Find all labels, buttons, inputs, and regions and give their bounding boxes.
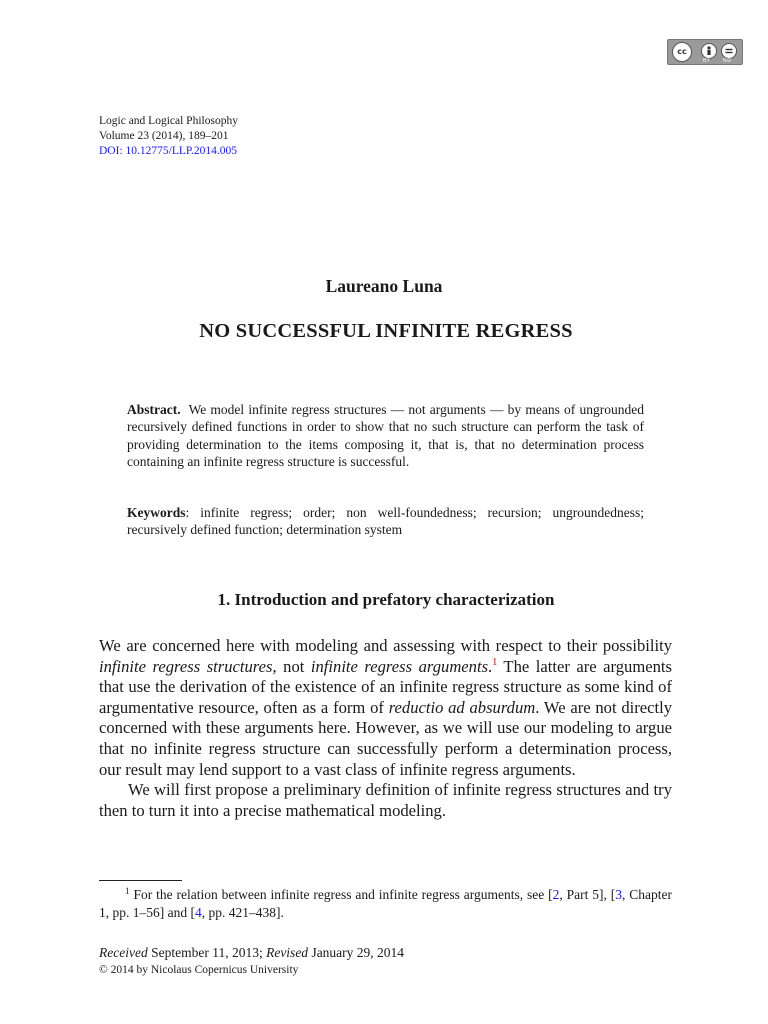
by-label: BY — [703, 58, 711, 64]
emphasis: infinite regress structures — [99, 656, 273, 676]
citation-link[interactable]: 2 — [552, 887, 560, 902]
body-text — [99, 636, 672, 821]
text-run: We are concerned here with modeling and assessing with respect to their possibility — [99, 636, 672, 655]
abstract-heading: Abstract. — [127, 402, 181, 417]
text-run: For the relation between infinite regress and infinite regress arguments, see [ — [133, 887, 553, 902]
citation-link[interactable]: 4 — [194, 905, 202, 920]
keywords-heading: Keywords — [127, 505, 186, 520]
revised-date: January 29, 2014 — [308, 945, 405, 960]
author-name: Laureano Luna — [325, 276, 443, 296]
footnote — [99, 886, 672, 922]
emphasis: infinite regress arguments — [310, 656, 489, 676]
citation-link[interactable]: 3 — [615, 887, 622, 902]
journal-volume: Volume 23 (2014), 189–201 — [99, 130, 229, 142]
received-dates — [99, 944, 404, 961]
text-run: , pp. 421–438]. — [201, 905, 284, 920]
text-run: . We are not directly concerned with these arguments here. However, as we will use our modeling to argue that no infinite regress structure can successfully perform a determination process, our result may lend support to a vast class of infinite regress arguments. — [99, 697, 673, 779]
nd-label: ND — [723, 58, 732, 64]
received-label: Received — [99, 945, 148, 960]
footnote-ref[interactable]: 1 — [492, 656, 498, 668]
footnote-rule — [99, 880, 182, 881]
emphasis: reductio ad absurdum — [388, 697, 536, 717]
paragraph: We will first propose a preliminary definition of infinite regress structures and try then to turn it into a precise mathematical modeling. — [99, 780, 672, 820]
abstract — [127, 401, 644, 471]
received-date: September 11, 2013; — [147, 945, 267, 960]
journal-name: Logic and Logical Philosophy — [99, 115, 238, 127]
cc-license-badge[interactable] — [667, 39, 743, 65]
copyright: © 2014 by Nicolaus Copernicus University — [99, 964, 299, 976]
abstract-text: We model infinite regress structures — not arguments — by means of ungrounded recursively defined functions in order to show that no such structure can perform the task of providing determination to the items composing it, that is, that no determination process containing an infinite regress structure is successful. — [127, 402, 644, 470]
text-run: , not — [272, 656, 311, 676]
text-run: , Chapter 1, pp. 1–56] and [ — [99, 887, 672, 920]
keywords-text: : infinite regress; order; non well-foundedness; recursion; ungroundedness; recursively defined function; determination system — [127, 505, 644, 538]
cc-icon: cc — [672, 42, 692, 62]
text-run: The latter are arguments that use the derivation of the existence of an infinite regress structure as some kind of argumentative resource, often as a form of — [99, 656, 672, 717]
revised-label: Revised — [266, 945, 309, 960]
text-run: , Part 5], [ — [559, 887, 616, 902]
section-heading: 1. Introduction and prefatory characterization — [217, 590, 555, 609]
text-run: . — [488, 656, 493, 676]
person-icon — [701, 43, 717, 59]
keywords — [127, 504, 644, 539]
footnote-number: 1 — [125, 886, 130, 896]
doi-link[interactable]: DOI: 10.12775/LLP.2014.005 — [99, 145, 237, 157]
paragraph — [99, 636, 672, 780]
journal-info — [99, 114, 238, 159]
paper-title: NO SUCCESSFUL INFINITE REGRESS — [199, 320, 573, 342]
equals-icon — [721, 43, 737, 59]
